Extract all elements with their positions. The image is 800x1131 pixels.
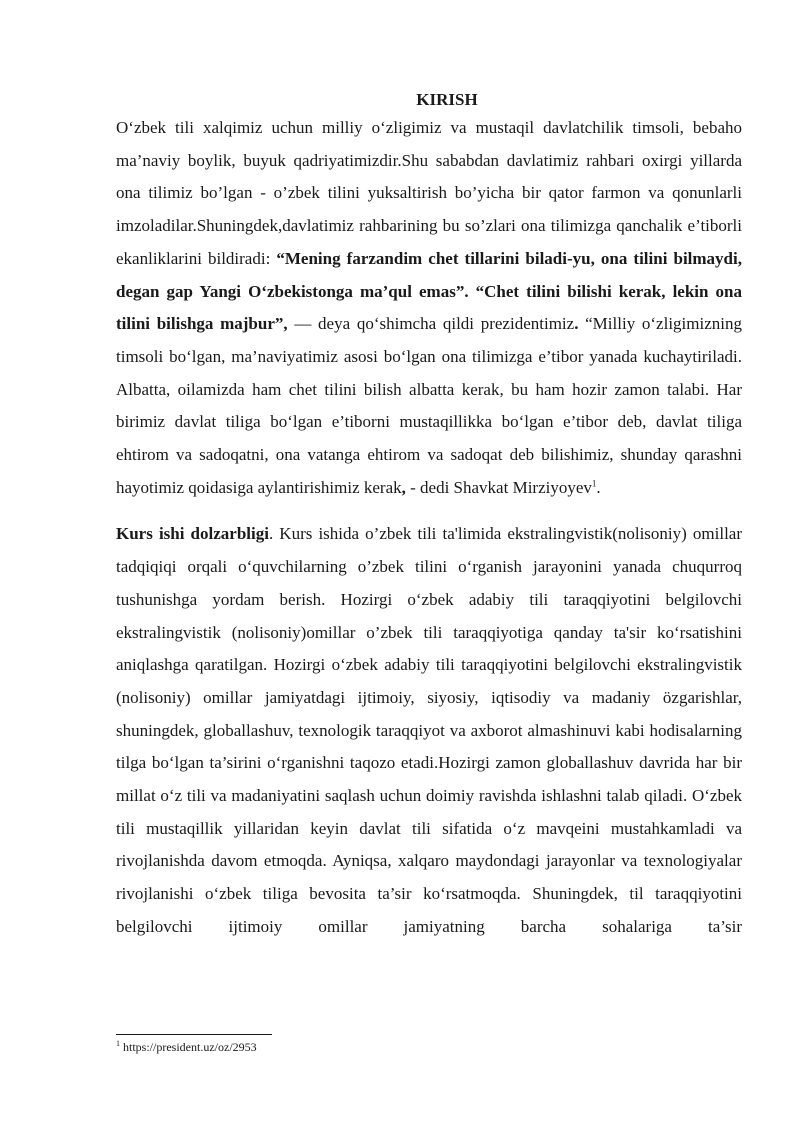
- relevance-text: . Kurs ishida o’zbek tili ta'limida ekstralingvistik(nolisoniy) omillar tadqiqiqi orqali o‘quvchilarning o’zbek tilini o‘rganish jarayonini yanada chuqurroq tushunishga yordam berish. Hozirgi o‘zbek adabiy tili taraqqiyotini belgilovchi ekstralingvistik (nolisoniy)omillar o’zbek tili taraqqiyotiga qanday ta'sir ko‘rsatishini aniqlashga qaratilgan. Hozirgi o‘zbek adabiy tili taraqqiyotini belgilovchi ekstralingvistik (nolisoniy) omillar jamiyatdagi ijtimoiy, siyosiy, iqtisodiy va madaniy özgarishlar, shuningdek, globallashuv, texnologik taraqqiyot va axborot almashinuvi kabi hodisalarning tilga bo‘lgan ta’sirini o‘rganishni taqozo etadi.Hozirgi zamon globallashuv davrida har bir millat o‘z tili va madaniyatini saqlash uchun doimiy ravishda ishlashni talab qiladi. O‘zbek tili mustaqillik yillaridan keyin davlat tili sifatida o‘z mavqeini mustahkamladi va rivojlanishda davom etmoqda. Ayniqsa, xalqaro maydondagi jarayonlar va texnologiyalar rivojlanishi o‘zbek tiliga bevosita ta’sir ko‘rsatmoqda. Shuningdek, til taraqqiyotini belgilovchi ijtimoiy omillar jamiyatning barcha sohalariga ta’sir: [116, 524, 742, 936]
- page-title: KIRISH: [416, 90, 478, 109]
- footnote-divider: [116, 1034, 272, 1035]
- intro-text-1: O‘zbek tili xalqimiz uchun milliy o‘zligimiz va mustaqil davlatchilik timsoli, bebaho ma’naviy boylik, buyuk qadriyatimizdir.Shu sababdan davlatimiz rahbari oxirgi yillarda ona tilimiz bo’lgan - o’zbek tilini yuksaltirish bo’yicha bir qator farmon va qonunlarli imzoladilar.Shuningdek,davlatimiz rahbarining bu so’zlari ona tilimizga qanchalik e’tiborli ekanliklarini bildiradi:: [116, 118, 742, 268]
- footnote-link[interactable]: https://president.uz/oz/2953: [120, 1040, 257, 1054]
- footnote-reference: 1: [591, 478, 597, 489]
- relevance-heading: Kurs ishi dolzarbligi: [116, 524, 269, 544]
- president-quote: “Mening farzandim chet tillarini biladi-yu, ona tilini bilmaydi, degan gap Yangi O‘zbekistonga ma’qul emas”. “Chet tilini bilishi kerak, lekin ona tilini bilishga majbur”,: [116, 248, 742, 334]
- intro-end: .: [596, 477, 601, 497]
- document-page: [116, 88, 742, 944]
- intro-text-4: - dedi Shavkat Mirziyoyev: [405, 477, 592, 497]
- intro-comma: ,: [401, 477, 406, 497]
- intro-dot: .: [574, 314, 579, 334]
- relevance-paragraph: [116, 518, 742, 943]
- intro-paragraph: [116, 112, 742, 504]
- intro-text-2: — deya qo‘shimcha qildi prezidentimiz: [287, 314, 575, 334]
- intro-text-3: “Milliy o‘zligimizning timsoli bo‘lgan, ma’naviyatimiz asosi bo‘lgan ona tilimizga e’tibor yanada kuchaytiriladi. Albatta, oilamizda ham chet tilini bilish albatta kerak, bu ham hozir zamon talabi. Har birimiz davlat tiliga bo‘lgan e’tiborni mustaqillikka bo‘lgan e’tibor deb, davlat tiliga ehtirom va sadoqatni, ona vatanga ehtirom va sadoqat deb bilishimiz, shunday qarashni hayotimiz qoidasiga aylantirishimiz kerak: [116, 314, 742, 497]
- footnote-number: 1: [116, 1039, 120, 1048]
- footnote: [116, 1040, 257, 1054]
